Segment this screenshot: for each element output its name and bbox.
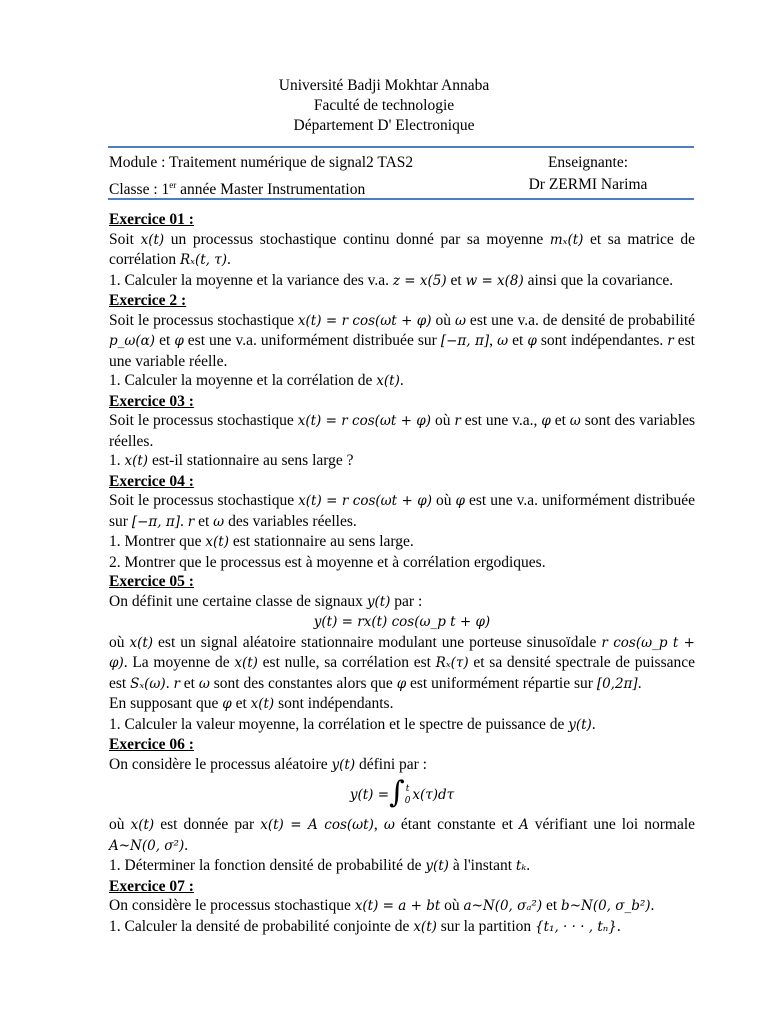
- exercise-1: [109, 210, 695, 291]
- exercise-3: [109, 392, 695, 472]
- exercise-statement: Soit le processus stochastique x(t) = r cos(ωt + φ) où r est une v.a., φ et ω sont des variables réelles.: [109, 412, 695, 450]
- exercise-title: Exercice 2 :: [109, 292, 187, 309]
- exercise-title: Exercice 03 :: [109, 392, 194, 410]
- exercise-question: 1. Calculer la valeur moyenne, la corrélation et le spectre de puissance de y(t).: [109, 715, 596, 733]
- exercise-title: Exercice 04 :: [109, 472, 194, 490]
- exercise-6: [109, 735, 695, 877]
- exercise-statement: Soit le processus stochastique x(t) = r cos(ωt + φ) où ω est une v.a. de densité de probabilité p_ω(α) et φ est une v.a. uniformément distribuée sur [−π, π], ω et φ sont indépendantes. r est une variable réelle.: [109, 311, 696, 370]
- top-rule: [108, 146, 694, 148]
- exercise-statement: On définit une certaine classe de signaux y(t) par :: [109, 592, 423, 610]
- exercise-question: 1. Calculer la moyenne et la corrélation de x(t).: [109, 372, 404, 389]
- exercise-7: [109, 877, 695, 938]
- exercise-title: Exercice 01 :: [109, 211, 194, 228]
- exercise-4: [109, 472, 695, 573]
- exercise-title: Exercice 05 :: [109, 573, 194, 590]
- exercise-question: 1. Déterminer la fonction densité de probabilité de y(t) à l'instant tₖ.: [109, 857, 531, 874]
- exercise-statement: On considère le processus stochastique x(t) = a + bt où a~N(0, σₐ²) et b~N(0, σ_b²).: [109, 897, 655, 914]
- exercise-statement: On considère le processus aléatoire y(t) défini par :: [109, 755, 427, 773]
- exercise-statement: En supposant que φ et x(t) sont indépendants.: [109, 695, 394, 712]
- bottom-rule: [108, 198, 694, 200]
- exercise-question: 2. Montrer que le processus est à moyenne et à corrélation ergodiques.: [109, 553, 546, 571]
- exercise-statement: Soit x(t) un processus stochastique continu donné par sa moyenne mₓ(t) et sa matrice de corrélation Rₓ(t, τ).: [109, 230, 696, 268]
- exercise-paragraph: où x(t) est donnée par x(t) = A cos(ωt), ω étant constante et A vérifiant une loi normale A~N(0, σ²).: [109, 816, 696, 854]
- faculty-name: Faculté de technologie: [313, 97, 455, 114]
- module-line: Module : Traitement numérique de signal2 TAS2: [109, 154, 414, 171]
- teacher-name: Dr ZERMI Narima: [528, 176, 648, 193]
- exercise-5: [109, 572, 695, 735]
- exercise-question: 1. x(t) est-il stationnaire au sens large ?: [109, 452, 354, 469]
- class-line: Classe : 1er année Master Instrumentation: [109, 180, 366, 199]
- exercise-paragraph: où x(t) est un signal aléatoire stationnaire modulant une porteuse sinusoïdale r cos(ω_p t + φ). La moyenne de x(t) est nulle, sa corrélation est Rₓ(τ) et sa densité spectrale de puissance est Sₓ(ω). r et ω sont des constantes alors que φ est uniformément répartie sur [0,2π].: [109, 633, 696, 692]
- integral-equation: y(t) = ∫ t 0 x(τ)dτ: [109, 775, 695, 815]
- exercise-title: Exercice 07 :: [109, 877, 194, 895]
- teacher-label: Enseignante:: [547, 154, 629, 171]
- department-name: Département D' Electronique: [293, 117, 475, 134]
- header-block: [0, 76, 768, 136]
- exercise-question: 1. Montrer que x(t) est stationnaire au sens large.: [109, 533, 414, 550]
- exercise-question: 1. Calculer la densité de probabilité conjointe de x(t) sur la partition {t₁, · · · , tₙ}.: [109, 917, 621, 935]
- teacher-info: [508, 152, 668, 196]
- module-info: [109, 152, 413, 201]
- integral-sign: ∫: [389, 775, 405, 810]
- exercise-list: [109, 210, 695, 937]
- university-name: Université Badji Mokhtar Annaba: [278, 77, 490, 94]
- exercise-title: Exercice 06 :: [109, 736, 194, 753]
- exercise-question: 1. Calculer la moyenne et la variance des v.a. z = x(5) et w = x(8) ainsi que la covariance.: [109, 271, 674, 289]
- exercise-statement: Soit le processus stochastique x(t) = r cos(ωt + φ) où φ est une v.a. uniformément distribuée sur [−π, π]. r et ω des variables réelles.: [109, 492, 695, 530]
- exercise-2: [109, 291, 695, 392]
- equation: y(t) = rx(t) cos(ω_p t + φ): [313, 614, 491, 630]
